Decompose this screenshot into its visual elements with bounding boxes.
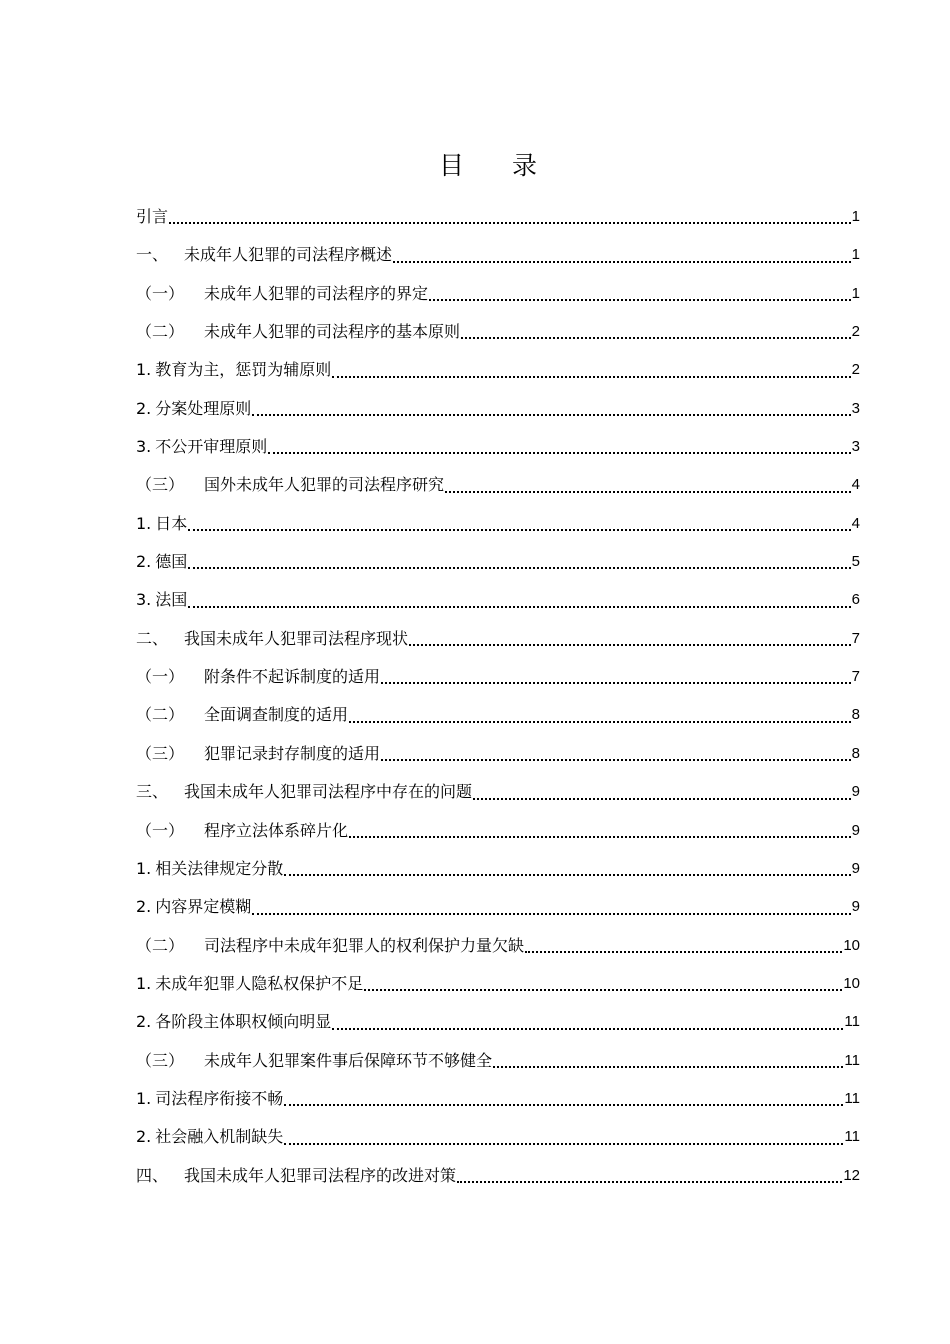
toc-entry[interactable]: [136, 351, 860, 389]
toc-entry-number: 3.: [136, 590, 152, 610]
toc-page-number: 12: [843, 1166, 860, 1184]
toc-entry-label: [136, 658, 380, 696]
toc-entry-text: 国外未成年人犯罪的司法程序研究: [204, 475, 445, 495]
toc-page-number: 3: [851, 438, 860, 456]
toc-entry-label: [136, 581, 187, 619]
toc-entry-label: [136, 927, 524, 965]
toc-dot-leader: [473, 774, 851, 812]
toc-dot-leader: [188, 543, 850, 581]
toc-entry-text: 相关法律规定分散: [155, 858, 284, 878]
toc-entry-label: [136, 620, 408, 658]
toc-entry[interactable]: [136, 773, 860, 811]
toc-dot-leader: [381, 658, 851, 696]
toc-entry-text: 犯罪记录封存制度的适用: [204, 743, 381, 763]
toc-entry-label: [136, 198, 168, 236]
toc-entry[interactable]: [136, 390, 860, 428]
toc-dot-leader: [188, 582, 850, 620]
toc-page-number: 11: [844, 1051, 860, 1069]
toc-entry-text: 未成年人犯罪的司法程序的界定: [204, 283, 429, 303]
toc-dot-leader: [252, 390, 850, 428]
toc-entry[interactable]: [136, 850, 860, 888]
toc-dot-leader: [525, 927, 842, 965]
toc-entry-number: （一）: [136, 667, 185, 687]
toc-page-number: 2: [851, 323, 860, 341]
toc-entry-number: 二、: [136, 628, 169, 648]
toc-entry-text: 司法程序中未成年犯罪人的权利保护力量欠缺: [204, 935, 525, 955]
toc-entry-text: 全面调查制度的适用: [204, 705, 349, 725]
toc-entry-text: 我国未成年人犯罪司法程序现状: [184, 628, 409, 648]
toc-entry-number: 1.: [136, 973, 152, 993]
toc-page-number: 4: [851, 514, 860, 532]
toc-entry-label: [136, 696, 348, 734]
toc-entry-text: 我国未成年人犯罪司法程序中存在的问题: [184, 782, 473, 802]
toc-page-number: 1: [851, 208, 860, 225]
toc-entry[interactable]: [136, 1003, 860, 1041]
toc-entry-number: 2.: [136, 552, 152, 572]
toc-entry[interactable]: [136, 313, 860, 351]
toc-entry-number: 1.: [136, 360, 152, 380]
toc-page-number: 8: [851, 744, 860, 762]
toc-dot-leader: [332, 1004, 843, 1042]
toc-entry-text: 未成年人犯罪的司法程序概述: [184, 245, 393, 265]
toc-dot-leader: [349, 812, 851, 850]
toc-entry-text: 未成年犯罪人隐私权保护不足: [155, 973, 364, 993]
toc-page-number: 1: [851, 246, 860, 264]
toc-entry-label: [136, 428, 267, 466]
toc-dot-leader: [252, 889, 850, 927]
toc-dot-leader: [169, 198, 851, 236]
toc-entry-text: 引言: [136, 207, 169, 226]
toc-entry-label: [136, 313, 460, 351]
toc-entry-label: [136, 1118, 283, 1156]
toc-entry[interactable]: [136, 428, 860, 466]
toc-page-number: 10: [843, 936, 860, 954]
toc-dot-leader: [284, 850, 850, 888]
toc-entry[interactable]: [136, 505, 860, 543]
toc-entry-number: 1.: [136, 1088, 152, 1108]
toc-page-number: 7: [851, 629, 860, 647]
toc-entry[interactable]: [136, 965, 860, 1003]
toc-entry-number: （三）: [136, 1050, 185, 1070]
toc-entry-text: 不公开审理原则: [155, 437, 268, 457]
toc-entry[interactable]: [136, 735, 860, 773]
toc-dot-leader: [461, 313, 851, 351]
toc-entry-label: [136, 1042, 492, 1080]
table-of-contents: [136, 198, 860, 1195]
toc-dot-leader: [188, 505, 850, 543]
toc-dot-leader: [349, 697, 851, 735]
toc-entry-label: [136, 888, 251, 926]
toc-entry-text: 日本: [155, 513, 188, 533]
toc-entry-number: （一）: [136, 820, 185, 840]
toc-entry-label: [136, 236, 392, 274]
toc-dot-leader: [493, 1042, 843, 1080]
toc-dot-leader: [381, 735, 851, 773]
toc-entry-label: [136, 735, 380, 773]
toc-entry-label: [136, 543, 187, 581]
toc-page-number: 7: [851, 668, 860, 686]
toc-page-number: 11: [844, 1089, 860, 1107]
toc-entry-label: [136, 390, 251, 428]
toc-dot-leader: [284, 1080, 843, 1118]
toc-entry-text: 社会融入机制缺失: [155, 1127, 284, 1147]
toc-entry[interactable]: [136, 696, 860, 734]
toc-entry[interactable]: [136, 236, 860, 274]
toc-page-number: 5: [851, 553, 860, 571]
toc-dot-leader: [284, 1119, 843, 1157]
toc-page-number: 2: [851, 361, 860, 379]
toc-entry-number: 三、: [136, 782, 169, 802]
toc-entry-text: 附条件不起诉制度的适用: [204, 667, 381, 687]
toc-entry-text: 德国: [155, 552, 188, 572]
toc-dot-leader: [393, 237, 851, 275]
toc-entry-number: 一、: [136, 245, 169, 265]
toc-entry-label: [136, 850, 283, 888]
toc-entry[interactable]: [136, 1157, 860, 1195]
toc-dot-leader: [445, 467, 851, 505]
toc-entry-number: （三）: [136, 475, 185, 495]
toc-dot-leader: [457, 1157, 842, 1195]
toc-entry[interactable]: [136, 888, 860, 926]
toc-entry-label: [136, 275, 428, 313]
toc-entry-number: （三）: [136, 743, 185, 763]
toc-entry-label: [136, 1003, 331, 1041]
toc-dot-leader: [332, 352, 850, 390]
toc-entry[interactable]: [136, 543, 860, 581]
toc-entry-number: （二）: [136, 322, 185, 342]
toc-entry-text: 未成年人犯罪的司法程序的基本原则: [204, 322, 461, 342]
toc-entry-text: 分案处理原则: [155, 398, 252, 418]
toc-entry-text: 我国未成年人犯罪司法程序的改进对策: [184, 1165, 457, 1185]
toc-page-number: 8: [851, 706, 860, 724]
toc-page-number: 11: [844, 1013, 860, 1031]
toc-entry-text: 程序立法体系碎片化: [204, 820, 349, 840]
toc-entry[interactable]: [136, 581, 860, 619]
toc-entry[interactable]: [136, 927, 860, 965]
toc-page-number: 1: [851, 284, 860, 302]
toc-page-number: 3: [851, 399, 860, 417]
toc-entry[interactable]: [136, 198, 860, 236]
toc-entry-text: 内容界定模糊: [155, 897, 252, 917]
toc-entry-text: 各阶段主体职权倾向明显: [155, 1012, 332, 1032]
toc-dot-leader: [409, 620, 851, 658]
toc-entry-label: [136, 351, 331, 389]
toc-entry-number: 2.: [136, 1012, 152, 1032]
toc-entry-label: [136, 965, 363, 1003]
toc-entry-label: [136, 466, 444, 504]
toc-title: 目 录: [439, 151, 557, 180]
toc-entry-number: 2.: [136, 897, 152, 917]
toc-entry-text: 法国: [155, 590, 188, 610]
toc-entry-text: 教育为主，惩罚为辅原则: [155, 360, 332, 380]
toc-entry-number: 四、: [136, 1165, 169, 1185]
toc-entry-text: 司法程序衔接不畅: [155, 1088, 284, 1108]
toc-entry[interactable]: [136, 1042, 860, 1080]
toc-entry-number: 3.: [136, 437, 152, 457]
toc-entry-label: [136, 812, 348, 850]
toc-entry[interactable]: [136, 1118, 860, 1156]
toc-entry-number: 1.: [136, 858, 152, 878]
toc-entry-number: 1.: [136, 513, 152, 533]
toc-entry-number: （二）: [136, 935, 185, 955]
toc-entry[interactable]: [136, 812, 860, 850]
toc-page-number: 9: [851, 783, 860, 801]
toc-page-number: 10: [843, 974, 860, 992]
toc-dot-leader: [364, 965, 842, 1003]
toc-entry-label: [136, 773, 472, 811]
toc-entry-number: （二）: [136, 705, 185, 725]
toc-entry[interactable]: [136, 658, 860, 696]
toc-page-number: 11: [844, 1128, 860, 1146]
toc-entry-number: 2.: [136, 398, 152, 418]
toc-page-number: 9: [851, 898, 860, 916]
toc-page-number: 9: [851, 859, 860, 877]
toc-entry-number: 2.: [136, 1127, 152, 1147]
toc-entry-label: [136, 1080, 283, 1118]
toc-entry-label: [136, 505, 187, 543]
toc-entry[interactable]: [136, 466, 860, 504]
toc-dot-leader: [429, 275, 851, 313]
toc-entry-text: 未成年人犯罪案件事后保障环节不够健全: [204, 1050, 493, 1070]
toc-page-number: 9: [851, 821, 860, 839]
toc-entry[interactable]: [136, 620, 860, 658]
toc-entry[interactable]: [136, 275, 860, 313]
toc-entry-label: [136, 1157, 456, 1195]
toc-entry-number: （一）: [136, 283, 185, 303]
toc-entry[interactable]: [136, 1080, 860, 1118]
toc-dot-leader: [268, 428, 850, 466]
toc-page-number: 6: [851, 591, 860, 609]
toc-page-number: 4: [851, 476, 860, 494]
